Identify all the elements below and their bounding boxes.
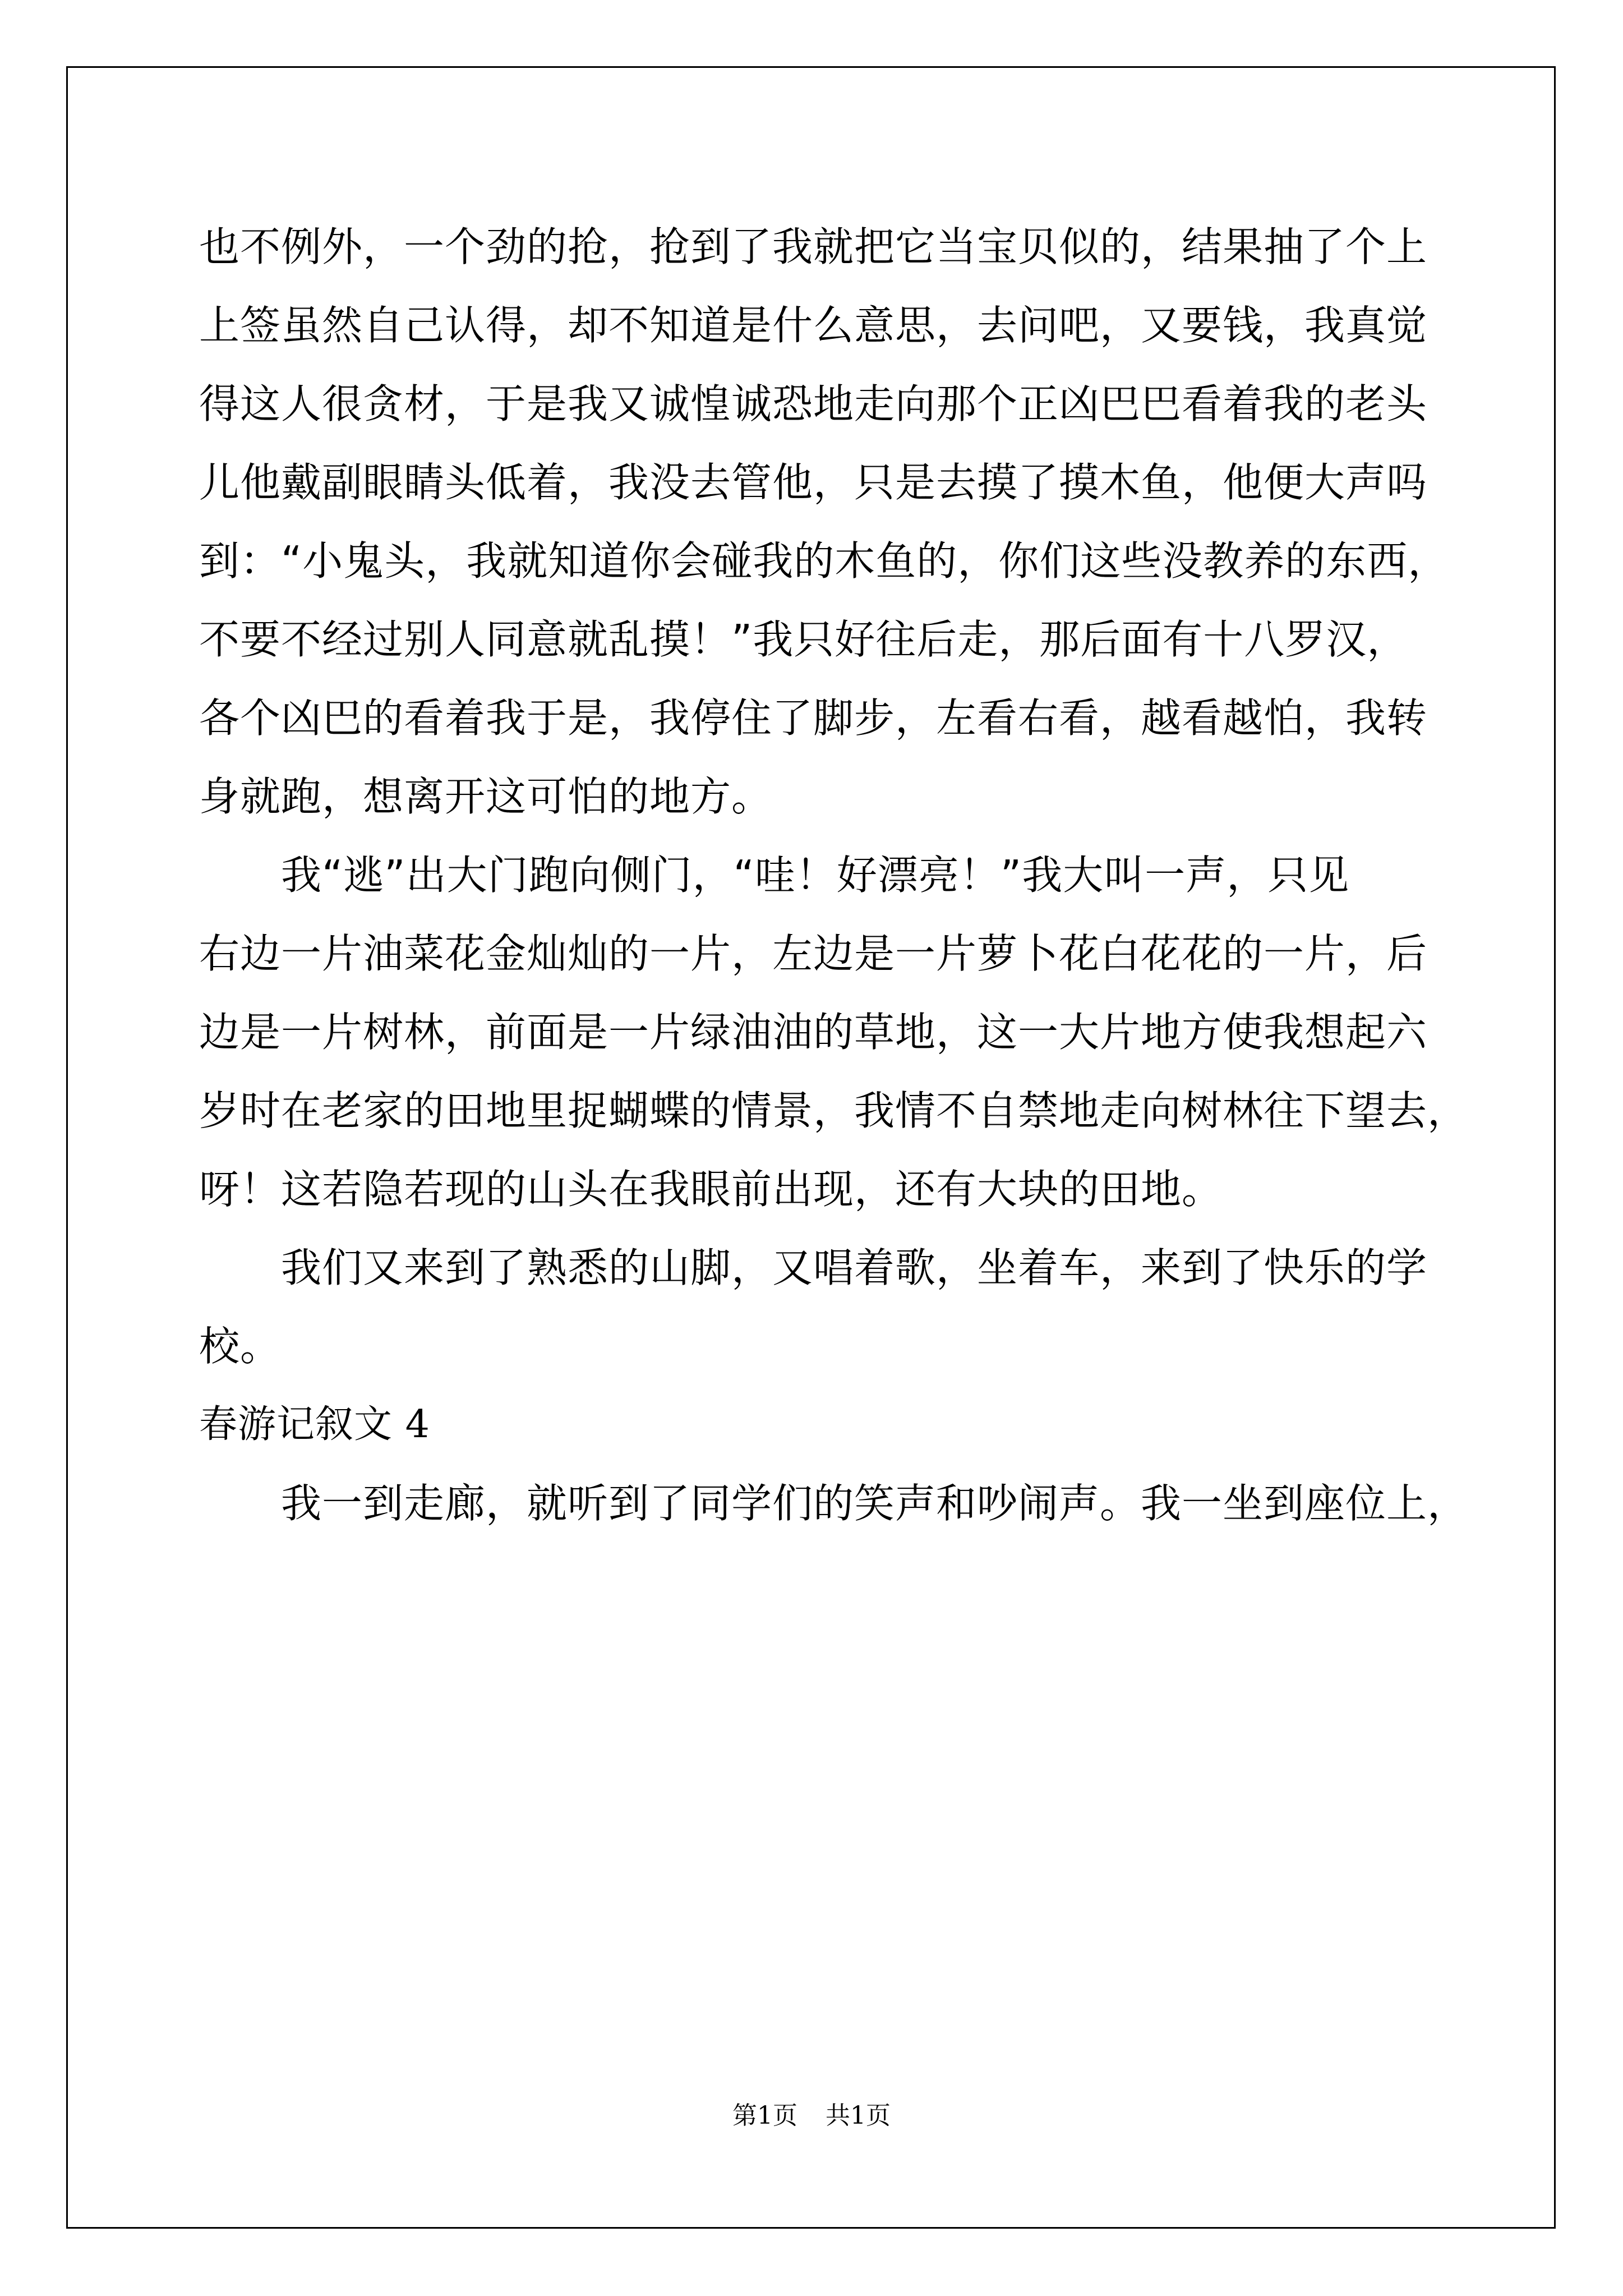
text-line: 边是一片树林，前面是一片绿油油的草地，这一大片地方使我想起六	[199, 1009, 1428, 1056]
paragraph-start-line: 我们又来到了熟悉的山脚，又唱着歌，坐着车，来到了快乐的学	[281, 1244, 1428, 1291]
text-line: 右边一片油菜花金灿灿的一片，左边是一片萝卜花白花花的一片，后	[199, 930, 1428, 977]
text-line: 得这人很贪材，于是我又诚惶诚恐地走向那个正凶巴巴看着我的老头	[199, 380, 1428, 427]
text-line: 上签虽然自己认得，却不知道是什么意思，去问吧，又要钱，我真觉	[199, 302, 1428, 349]
text-line: 身就跑，想离开这可怕的地方。	[199, 773, 773, 820]
text-line: 不要不经过别人同意就乱摸！”我只好往后走，那后面有十八罗汉，	[199, 616, 1408, 663]
section-title: 春游记叙文 4	[199, 1402, 430, 1447]
page-number-current: 第1页	[732, 2101, 797, 2130]
text-line: 也不例外，一个劲的抢，抢到了我就把它当宝贝似的，结果抽了个上	[199, 223, 1428, 270]
page-footer	[0, 2095, 1623, 2131]
document-body	[199, 208, 1469, 1543]
text-line: 各个凶巴的看着我于是，我停住了脚步，左看右看，越看越怕，我转	[199, 694, 1428, 742]
text-line: 儿他戴副眼睛头低着，我没去管他，只是去摸了摸木鱼，他便大声吗	[199, 459, 1428, 506]
text-line: 到：“小鬼头，我就知道你会碰我的木鱼的，你们这些没教养的东西，	[199, 537, 1449, 585]
paragraph-start-line: 我一到走廊，就听到了同学们的笑声和吵闹声。我一坐到座位上，	[281, 1480, 1469, 1527]
page-number-total: 共1页	[826, 2101, 891, 2130]
text-line: 岁时在老家的田地里捉蝴蝶的情景，我情不自禁地走向树林往下望去，	[199, 1087, 1469, 1134]
paragraph-start-line: 我“逃”出大门跑向侧门，“哇！好漂亮！”我大叫一声，只见	[281, 852, 1350, 899]
text-line: 呀！这若隐若现的山头在我眼前出现，还有大块的田地。	[199, 1166, 1223, 1213]
text-line: 校。	[199, 1323, 282, 1370]
